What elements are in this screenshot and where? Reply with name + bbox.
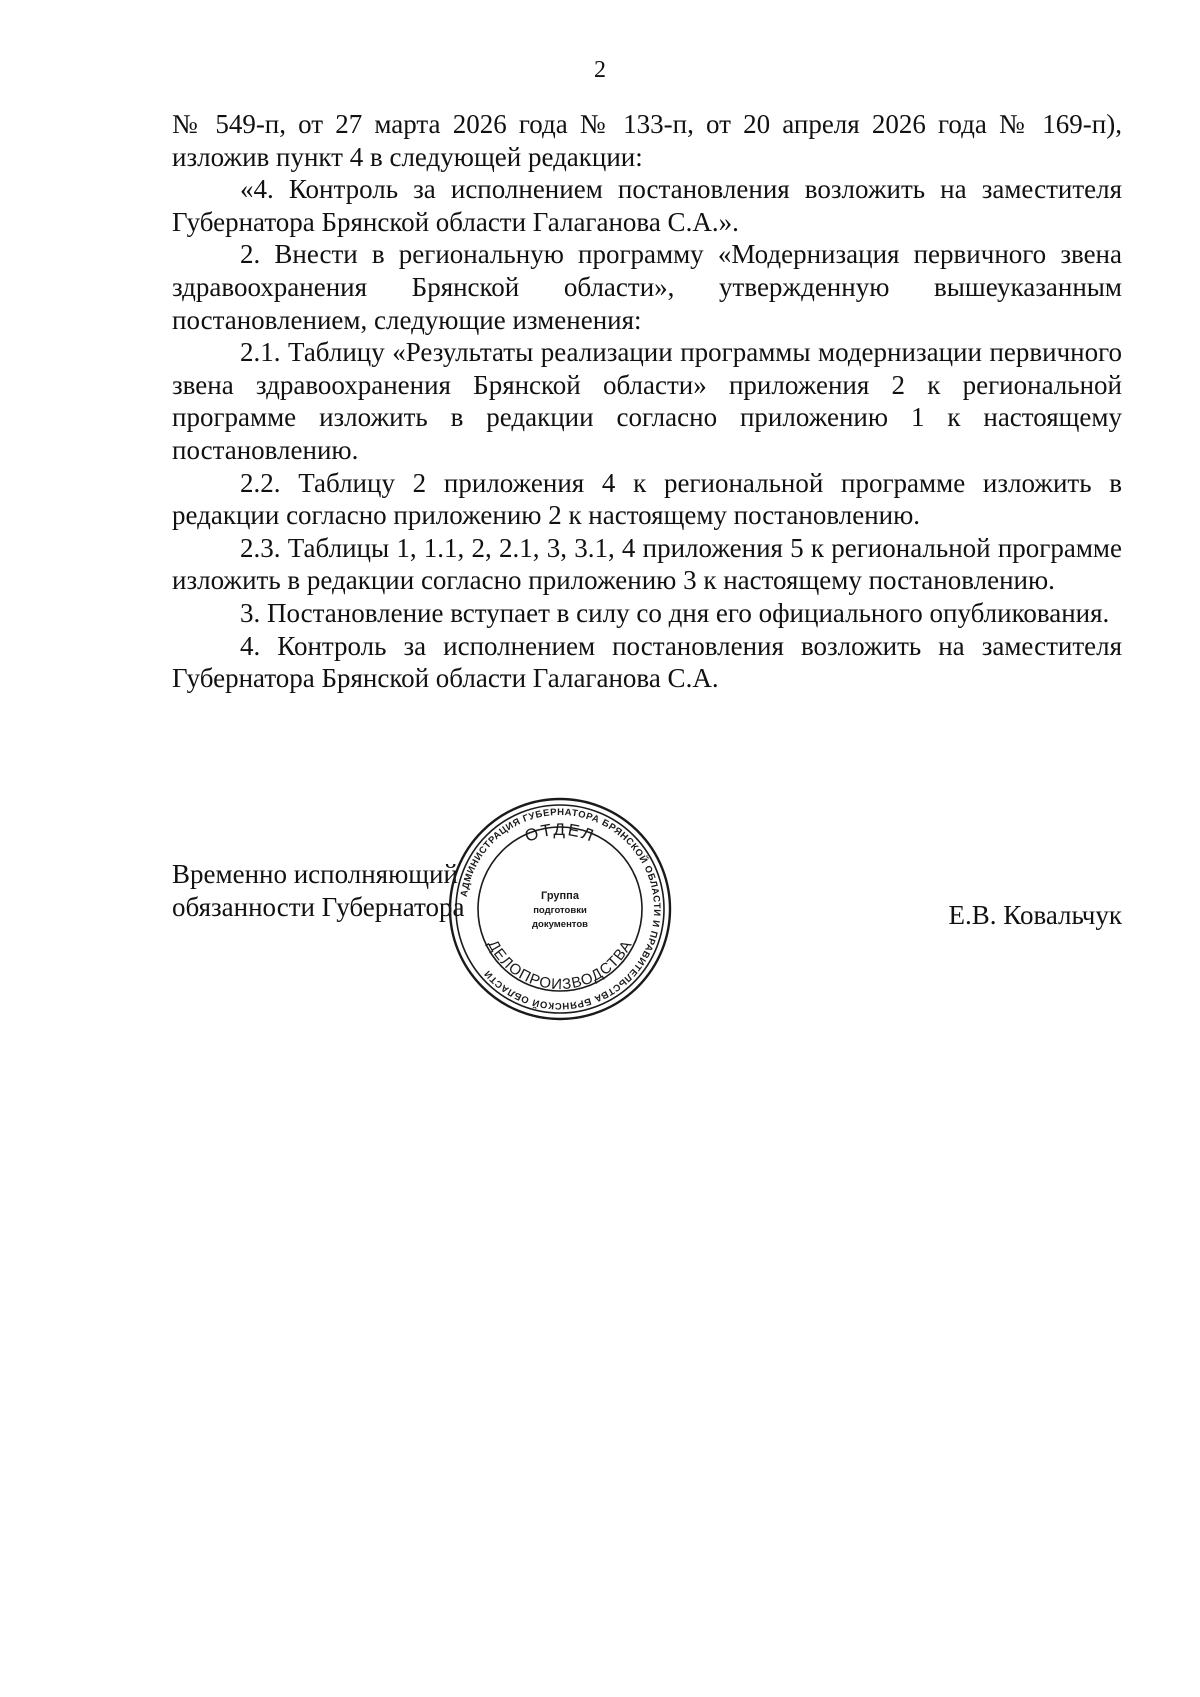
official-seal	[446, 795, 674, 1023]
seal-ring-top-text: ОТДЕЛ	[522, 819, 598, 846]
signatory-title	[172, 858, 464, 924]
seal-center-line: документов	[532, 919, 588, 930]
document-body	[172, 108, 1122, 695]
paragraph: 4. Контроль за исполнением постановления возложить на заместителя Губернатора Брянской области Галаганова С.А.	[172, 630, 1122, 694]
signatory-title-line: Временно исполняющий	[172, 859, 458, 889]
paragraph: 2.1. Таблицу «Результаты реализации программы модернизации первичного звена здравоохранения Брянской области» приложения 2 к региональной программе изложить в редакции согласно приложению 1 к настоящему постановлению.	[172, 337, 1122, 465]
seal-center	[532, 890, 588, 930]
paragraph: 2. Внести в региональную программу «Модернизация первичного звена здравоохранения Брянской области», утвержденную вышеуказанным постановлением, следующие изменения:	[172, 239, 1122, 335]
paragraph: 2.2. Таблицу 2 приложения 4 к региональной программе изложить в редакции согласно приложению 2 к настоящему постановлению.	[172, 467, 1122, 531]
signatory-title-line: обязанности Губернатора	[172, 892, 465, 922]
paragraph: «4. Контроль за исполнением постановления возложить на заместителя Губернатора Брянской области Галаганова С.А.».	[172, 174, 1122, 237]
seal-center-line: подготовки	[533, 905, 587, 916]
paragraph: № 549-п, от 27 марта 2026 года № 133-п, от 20 апреля 2026 года № 169-п), изложив пункт 4 в следующей редакции:	[172, 109, 1122, 172]
signatory-name: Е.В. Ковальчук	[948, 900, 1122, 930]
seal-center-line: Группа	[541, 890, 579, 902]
paragraph: 2.3. Таблицы 1, 1.1, 2, 2.1, 3, 3.1, 4 приложения 5 к региональной программе изложить в редакции согласно приложению 3 к настоящему постановлению.	[172, 532, 1122, 596]
seal-ring-bottom-text: ДЕЛОПРОИЗВОДСТВА	[484, 937, 636, 994]
paragraph: 3. Постановление вступает в силу со дня его официального опубликования.	[240, 597, 1110, 628]
seal-outer-text: АДМИНИСТРАЦИЯ ГУБЕРНАТОРА БРЯНСКОЙ ОБЛАСТИ И ПРАВИТЕЛЬСТВА БРЯНСКОЙ ОБЛАСТИ	[458, 806, 663, 1012]
page-number: 2	[594, 57, 606, 83]
